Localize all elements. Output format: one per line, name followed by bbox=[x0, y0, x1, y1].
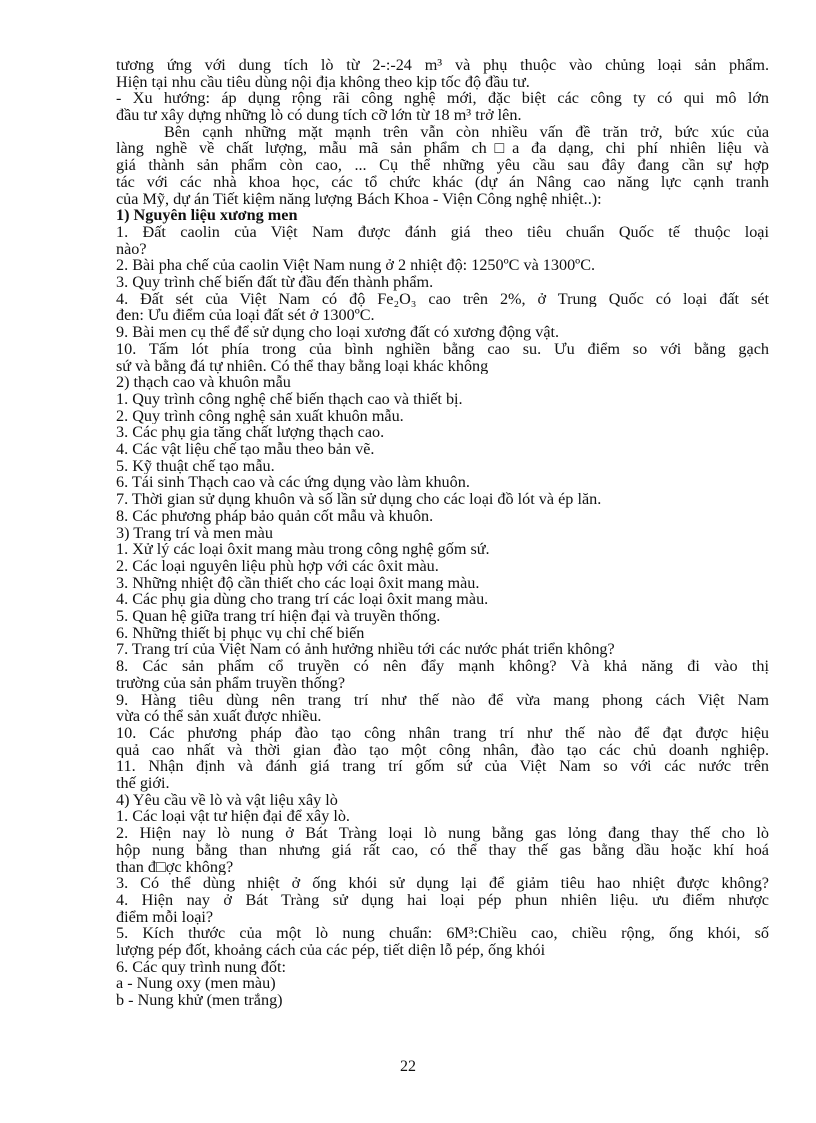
text-line: 3. Quy trình chế biến đất từ đầu đến thành phẩm. bbox=[116, 274, 434, 291]
text-line: than đ□ợc không? bbox=[116, 858, 234, 876]
text-line: 4. Hiện nay ở Bát Tràng sử dụng hai loại pép phun nhiên liệu. ưu điểm nhược bbox=[116, 891, 769, 909]
text-line: 3) Trang trí và men màu bbox=[116, 524, 273, 542]
text-line: 3. Các phụ gia tăng chất lượng thạch cao. bbox=[116, 424, 385, 442]
text-line: 1. Đất caolin của Việt Nam được đánh giá theo tiêu chuẩn Quốc tế thuộc loại bbox=[116, 223, 769, 241]
page-number: 22 bbox=[400, 1058, 416, 1075]
text-line: 4) Yêu cầu về lò và vật liệu xây lò bbox=[116, 791, 338, 809]
text-line: trường của sản phẩm truyền thống? bbox=[116, 674, 346, 692]
text-line: b - Nung khử (men trắng) bbox=[116, 992, 283, 1009]
text-line: đen: Ưu điểm của loại đất sét ở 1300ºC. bbox=[116, 307, 375, 325]
text-line: 6. Tái sinh Thạch cao và các ứng dụng vào làm khuôn. bbox=[116, 474, 470, 492]
text-line: sứ và bằng đá tự nhiên. Có thể thay bằng loại khác không bbox=[116, 357, 489, 375]
text-line: 1. Xử lý các loại ôxit mang màu trong công nghệ gốm sứ. bbox=[116, 541, 490, 558]
text-line: điểm mỗi loại? bbox=[116, 908, 214, 926]
text-line: 1. Quy trình công nghệ chế biến thạch cao và thiết bị. bbox=[116, 390, 463, 408]
text-line: 7. Thời gian sử dụng khuôn và số lần sử dụng cho các loại đồ lót và ép lăn. bbox=[116, 491, 602, 508]
text-line: 4. Các phụ gia dùng cho trang trí các loại ôxit mang màu. bbox=[116, 591, 489, 609]
text-line: lượng pép đốt, khoảng cách của các pép, tiết diện lỗ pép, ống khói bbox=[116, 941, 546, 959]
section-heading: 1) Nguyên liệu xương men bbox=[116, 207, 298, 224]
text-line: Bên cạnh những mặt mạnh trên vẫn còn nhiều vấn đề trăn trở, bức xúc của bbox=[164, 123, 769, 141]
text-line: 5. Kích thước của một lò nung chuẩn: 6M³:Chiều cao, chiều rộng, ống khói, số bbox=[116, 925, 769, 942]
text-line: a - Nung oxy (men màu) bbox=[116, 975, 276, 993]
text-line: 9. Bài men cụ thể để sử dụng cho loại xương đất có xương động vật. bbox=[116, 324, 560, 341]
text-line: 3. Những nhiệt độ cần thiết cho các loại ôxit mang màu. bbox=[116, 574, 480, 592]
text-line: 6. Những thiết bị phục vụ chỉ chế biến bbox=[116, 624, 365, 642]
text-line: 4. Các vật liệu chế tạo mẫu theo bản vẽ. bbox=[116, 441, 375, 458]
text-line: 7. Trang trí của Việt Nam có ảnh hưởng nhiều tới các nước phát triển không? bbox=[116, 641, 615, 659]
text-line: 10. Các phương pháp đào tạo công nhân trang trí như thế nào để đạt được hiệu bbox=[116, 724, 769, 742]
text-line: 9. Hàng tiêu dùng nên trang trí như thế nào để vừa mang phong cách Việt Nam bbox=[116, 691, 769, 709]
text-line: 8. Các sản phẩm cổ truyền có nên đẩy mạnh không? Và khả năng đi vào thị bbox=[116, 658, 769, 675]
text-line: 1. Các loại vật tư hiện đại để xây lò. bbox=[116, 808, 350, 826]
text-line: thế giới. bbox=[116, 775, 170, 792]
text-line: 8. Các phương pháp bảo quản cốt mẫu và khuôn. bbox=[116, 507, 434, 525]
text-line: 5. Quan hệ giữa trang trí hiện đại và truyền thống. bbox=[116, 608, 441, 625]
text-line: 3. Có thể dùng nhiệt ở ống khói sử dụng lại để giảm tiêu hao nhiệt được không? bbox=[116, 875, 769, 892]
text-line: 11. Nhận định và đánh giá trang trí gốm sứ của Việt Nam so với các nước trên bbox=[116, 758, 769, 776]
text-line: tương ứng với dung tích lò từ 2-:-24 m³ và phụ thuộc vào chủng loại sản phẩm. bbox=[116, 57, 769, 74]
text-line: của Mỹ, dự án Tiết kiệm năng lượng Bách Khoa - Viện Công nghệ nhiệt..): bbox=[116, 190, 602, 208]
text-line: vừa có thể sản xuất được nhiều. bbox=[116, 708, 322, 725]
text-line: làng nghề về chất lượng, mẫu mã sản phẩm ch□a đa dạng, chi phí nhiên liệu và bbox=[116, 140, 769, 158]
text-line: - Xu hướng: áp dụng rộng rãi công nghệ mới, đặc biệt các công ty có qui mô lớn bbox=[116, 90, 769, 108]
text-line: đầu tư xây dựng những lò có dung tích cỡ lớn từ 18 m³ trở lên. bbox=[116, 107, 522, 124]
text-line: hộp nung bằng than nhưng giá rất cao, có thể thay thế gas bằng dầu hoặc khí hoá bbox=[116, 841, 769, 859]
text-line: 2) thạch cao và khuôn mẫu bbox=[116, 374, 291, 391]
text-line: nào? bbox=[116, 240, 147, 258]
text-line: Hiện tại nhu cầu tiêu dùng nội địa không theo kịp tốc độ đầu tư. bbox=[116, 73, 530, 91]
text-line: 4. Đất sét của Việt Nam có độ Fe₂O₃ cao trên 2%, ở Trung Quốc có loại đất sét bbox=[116, 290, 769, 308]
text-line: 10. Tấm lót phía trong của bình nghiền bằng cao su. Ưu điểm so với bằng gạch bbox=[116, 340, 769, 358]
text-line: 2. Bài pha chế của caolin Việt Nam nung ở 2 nhiệt độ: 1250ºC và 1300ºC. bbox=[116, 257, 596, 275]
text-line: quả cao nhất và thời gian đào tạo một công nhân, đào tạo các chủ doanh nghiệp. bbox=[116, 741, 769, 759]
document-body bbox=[116, 57, 769, 1009]
text-line: 6. Các quy trình nung đốt: bbox=[116, 958, 286, 976]
text-line: giá thành sản phẩm còn cao, ... Cụ thể những yêu cầu sau đây đang cần sự hợp bbox=[116, 157, 769, 174]
text-line: 5. Kỹ thuật chế tạo mẫu. bbox=[116, 457, 275, 475]
text-line: tác với các nhà khoa học, các tổ chức khác (dự án Nâng cao năng lực cạnh tranh bbox=[116, 173, 769, 191]
text-line: 2. Quy trình công nghệ sản xuất khuôn mẫu. bbox=[116, 407, 404, 425]
text-line: 2. Các loại nguyên liệu phù hợp với các ôxit màu. bbox=[116, 557, 439, 575]
text-line: 2. Hiện nay lò nung ở Bát Tràng loại lò nung bằng gas lỏng đang thay thế cho lò bbox=[116, 825, 769, 842]
